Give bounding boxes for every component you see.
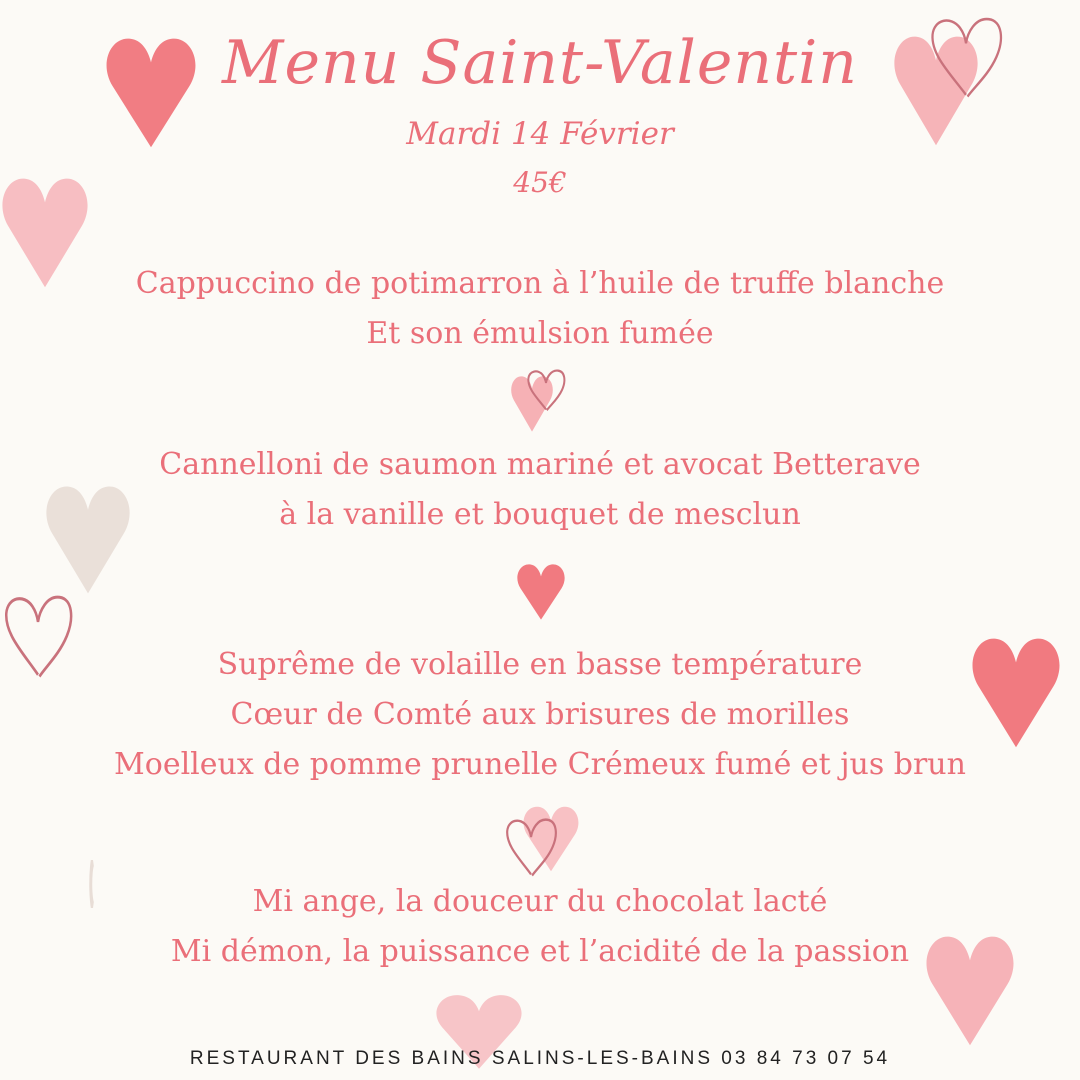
course-line: Mi démon, la puissance et l’acidité de la passion — [170, 934, 910, 969]
menu-price: 45€ — [513, 166, 567, 199]
course-line: Moelleux de pomme prunelle Crémeux fumé et jus brun — [114, 747, 966, 782]
heart-outline-icon — [526, 368, 566, 412]
course-line: Mi ange, la douceur du chocolat lacté — [252, 884, 828, 919]
heart-outline-icon — [504, 816, 558, 878]
course-line: Cannelloni de saumon mariné et avocat Betterave — [159, 447, 921, 482]
page-title: Menu Saint-Valentin — [222, 28, 858, 98]
event-date: Mardi 14 Février — [406, 116, 674, 152]
course-dessert — [0, 877, 1080, 977]
heart-icon — [516, 562, 566, 622]
course-line: Cœur de Comté aux brisures de morilles — [230, 697, 850, 732]
course-line: à la vanille et bouquet de mesclun — [279, 497, 801, 532]
course-main — [0, 640, 1080, 790]
course-line: Suprême de volaille en basse température — [217, 647, 863, 682]
course-line: Cappuccino de potimarron à l’huile de truffe blanche — [135, 266, 945, 301]
course-entree — [0, 440, 1080, 540]
course-starter — [0, 259, 1080, 359]
course-line: Et son émulsion fumée — [366, 316, 714, 351]
restaurant-contact: RESTAURANT DES BAINS SALINS-LES-BAINS 03 84 73 07 54 — [189, 1048, 891, 1069]
